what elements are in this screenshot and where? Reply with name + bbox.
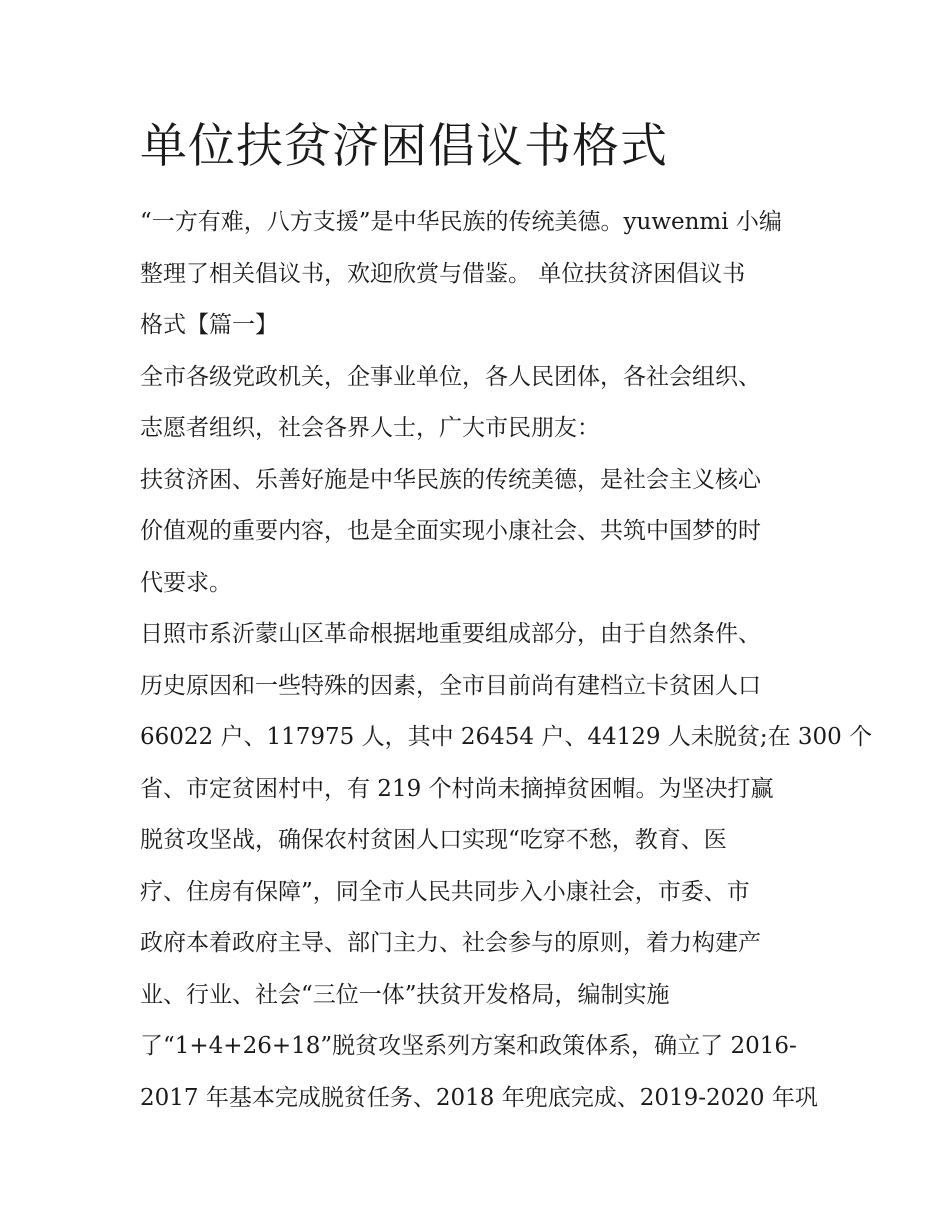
body-line-10: 历史原因和一些特殊的因素，全市目前尚有建档立卡贫困人口 [140,672,761,699]
body-line-9: 日照市系沂蒙山区革命根据地重要组成部分，由于自然条件、 [140,621,761,647]
body-line-6: 扶贫济困、乐善好施是中华民族的传统美德，是社会主义核心 [140,466,761,493]
body-line-4: 全市各级党政机关，企事业单位，各人民团体，各社会组织、 [140,363,761,390]
body-line-1: “一方有难，八方支援”是中华民族的传统美德。yuwenmi 小编 [140,209,782,235]
body-line-17: 了“1+4+26+18”脱贫攻坚系列方案和政策体系，确立了 2016- [140,1033,797,1059]
body-line-16: 业、行业、社会“三位一体”扶贫开发格局，编制实施 [140,981,670,1008]
document-page [140,113,873,1124]
document-title: 单位扶贫济困倡议书格式 [140,119,668,174]
body-line-18: 2017 年基本完成脱贫任务、2018 年兜底完成、2019-2020 年巩 [140,1084,818,1111]
body-line-5: 志愿者组织，社会各界人士，广大市民朋友： [140,415,600,441]
body-line-2: 整理了相关倡议书，欢迎欣赏与借鉴。 单位扶贫济困倡议书 [140,260,746,287]
body-line-7: 价值观的重要内容，也是全面实现小康社会、共筑中国梦的时 [140,518,761,544]
body-line-11: 66022 户、117975 人，其中 26454 户、44129 人未脱贫;在 300 个 [140,724,873,750]
body-line-13: 脱贫攻坚战，确保农村贫困人口实现“吃穿不愁，教育、医 [140,827,727,853]
body-line-3: 格式【篇一】 [140,312,278,338]
document-body [140,197,873,1124]
body-line-12: 省、市定贫困村中，有 219 个村尚未摘掉贫困帽。为坚决打赢 [140,775,774,802]
body-line-8: 代要求。 [140,569,232,596]
body-line-14: 疗、住房有保障”，同全市人民共同步入小康社会，市委、市 [140,878,750,905]
body-line-15: 政府本着政府主导、部门主力、社会参与的原则，着力构建产 [140,930,761,956]
